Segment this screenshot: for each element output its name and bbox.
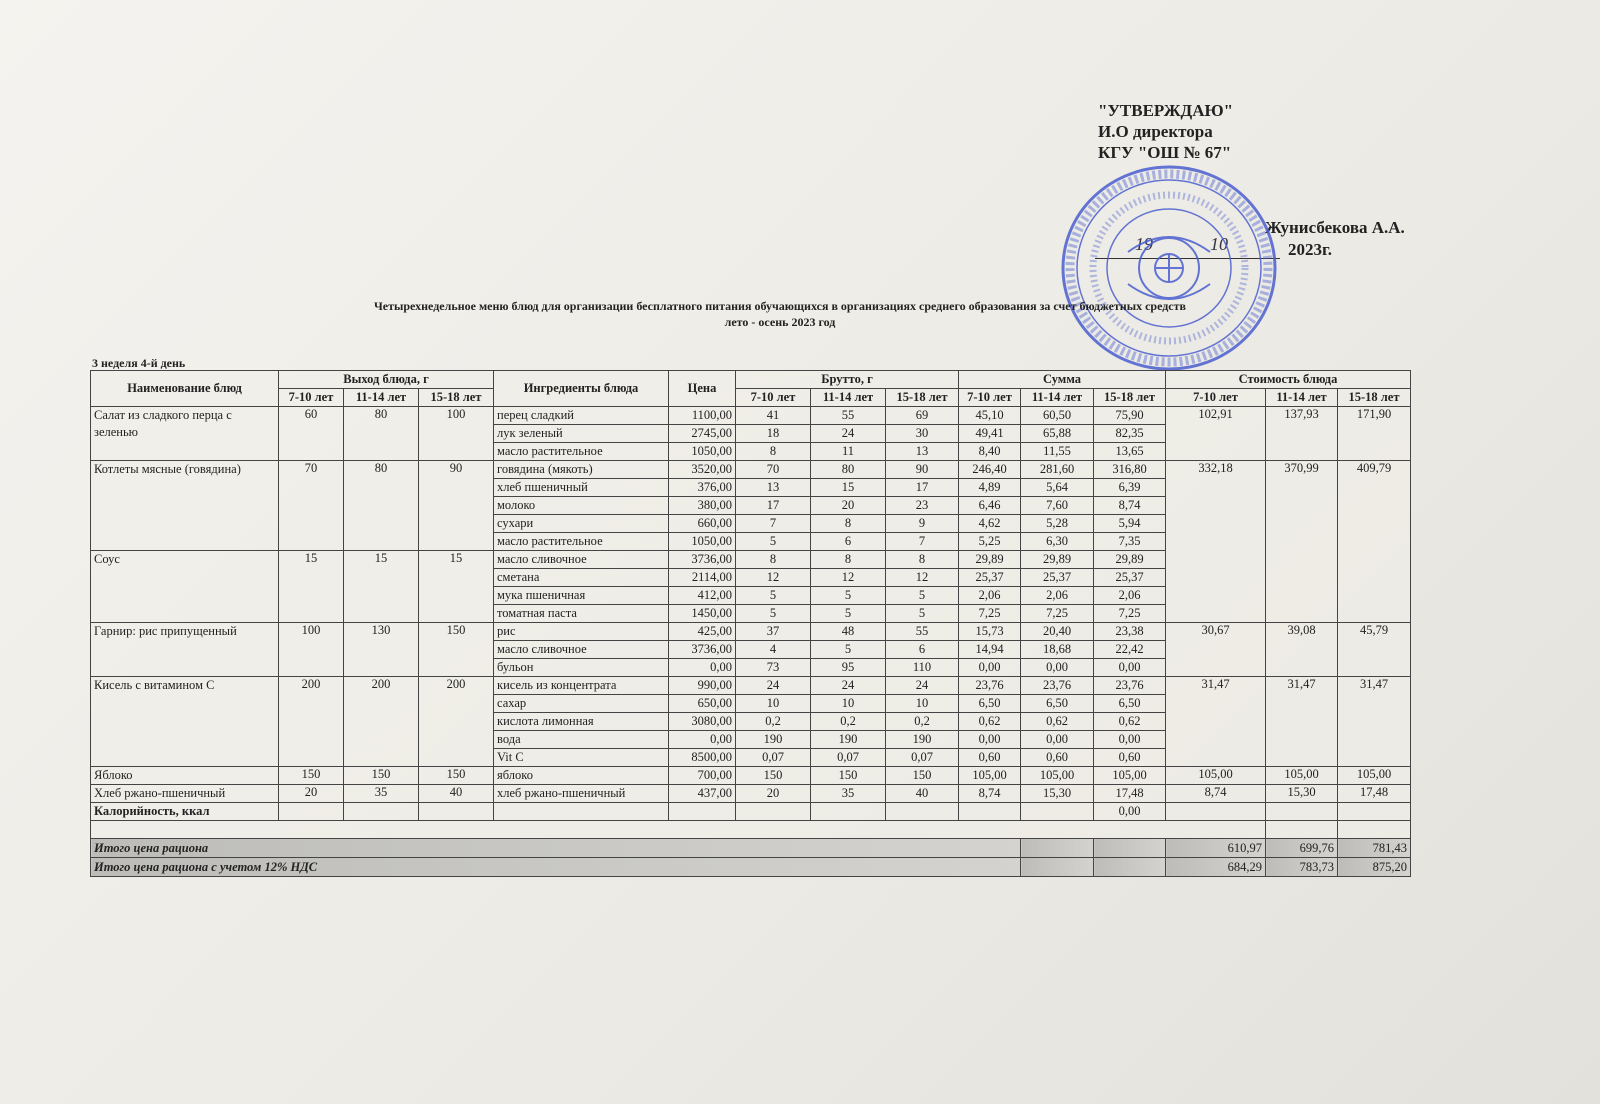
dish-cost: 171,90 xyxy=(1338,407,1411,461)
ingredient-name: говядина (мякоть) xyxy=(494,461,669,479)
ingredient-sum: 0,00 xyxy=(1021,659,1094,677)
ingredient-brutto: 70 xyxy=(736,461,811,479)
ingredient-price: 376,00 xyxy=(669,479,736,497)
dish-cost: 17,48 xyxy=(1338,785,1411,803)
ingredient-brutto: 4 xyxy=(736,641,811,659)
header-age-output: 7-10 лет xyxy=(279,389,344,407)
ingredient-sum: 105,00 xyxy=(959,767,1021,785)
approval-year: 2023г. xyxy=(1288,240,1333,259)
calories-sum: 0,00 xyxy=(1094,803,1166,821)
dish-name: Яблоко xyxy=(91,767,279,785)
dish-cost: 105,00 xyxy=(1338,767,1411,785)
approval-position: И.О директора xyxy=(1098,122,1213,141)
ingredient-name: рис xyxy=(494,623,669,641)
ingredient-sum: 75,90 xyxy=(1094,407,1166,425)
ingredient-price: 0,00 xyxy=(669,659,736,677)
ingredient-sum: 6,39 xyxy=(1094,479,1166,497)
dish-cost: 31,47 xyxy=(1338,677,1411,767)
ingredient-sum: 6,50 xyxy=(1094,695,1166,713)
empty-cell xyxy=(91,821,1266,839)
ingredient-sum: 7,25 xyxy=(1021,605,1094,623)
ingredient-sum: 7,35 xyxy=(1094,533,1166,551)
empty-cell xyxy=(1166,803,1266,821)
ingredient-price: 425,00 xyxy=(669,623,736,641)
ingredient-sum: 18,68 xyxy=(1021,641,1094,659)
empty-cell xyxy=(279,803,344,821)
ingredient-sum: 6,50 xyxy=(959,695,1021,713)
ingredient-brutto: 20 xyxy=(811,497,886,515)
ingredient-sum: 6,46 xyxy=(959,497,1021,515)
ingredient-price: 650,00 xyxy=(669,695,736,713)
ingredient-price: 1050,00 xyxy=(669,443,736,461)
ingredient-price: 3520,00 xyxy=(669,461,736,479)
empty-cell xyxy=(1266,821,1338,839)
ingredient-brutto: 69 xyxy=(886,407,959,425)
ingredient-sum: 29,89 xyxy=(1094,551,1166,569)
ingredient-brutto: 5 xyxy=(811,587,886,605)
ingredient-sum: 0,00 xyxy=(1094,731,1166,749)
table-row xyxy=(91,785,1411,803)
dish-output: 200 xyxy=(344,677,419,767)
table-row xyxy=(91,623,1411,641)
ingredient-sum: 0,00 xyxy=(959,659,1021,677)
ingredient-brutto: 10 xyxy=(736,695,811,713)
ingredient-sum: 246,40 xyxy=(959,461,1021,479)
ingredient-sum: 29,89 xyxy=(959,551,1021,569)
empty-cell xyxy=(494,803,669,821)
dish-cost: 31,47 xyxy=(1166,677,1266,767)
ingredient-brutto: 6 xyxy=(811,533,886,551)
empty-cell xyxy=(344,803,419,821)
ingredient-brutto: 11 xyxy=(811,443,886,461)
ingredient-name: вода xyxy=(494,731,669,749)
empty-cell xyxy=(1266,803,1338,821)
header-age-brutto: 7-10 лет xyxy=(736,389,811,407)
ingredient-name: кислота лимонная xyxy=(494,713,669,731)
header-age-cost: 11-14 лет xyxy=(1266,389,1338,407)
ingredient-brutto: 190 xyxy=(886,731,959,749)
ingredient-brutto: 0,07 xyxy=(736,749,811,767)
ingredient-sum: 4,89 xyxy=(959,479,1021,497)
ingredient-brutto: 0,2 xyxy=(811,713,886,731)
ingredient-brutto: 24 xyxy=(736,677,811,695)
ingredient-price: 8500,00 xyxy=(669,749,736,767)
ingredient-sum: 5,64 xyxy=(1021,479,1094,497)
empty-cell xyxy=(419,803,494,821)
ingredient-price: 990,00 xyxy=(669,677,736,695)
ingredient-brutto: 7 xyxy=(736,515,811,533)
ingredient-brutto: 90 xyxy=(886,461,959,479)
ingredient-name: масло сливочное xyxy=(494,551,669,569)
ingredient-price: 412,00 xyxy=(669,587,736,605)
table-row xyxy=(91,767,1411,785)
total-value: 783,73 xyxy=(1266,858,1338,877)
ingredient-sum: 22,42 xyxy=(1094,641,1166,659)
dish-cost: 105,00 xyxy=(1266,767,1338,785)
ingredient-price: 2745,00 xyxy=(669,425,736,443)
ingredient-sum: 0,62 xyxy=(959,713,1021,731)
ingredient-price: 1050,00 xyxy=(669,533,736,551)
ingredient-brutto: 150 xyxy=(736,767,811,785)
ingredient-brutto: 0,2 xyxy=(736,713,811,731)
table-header xyxy=(91,371,1411,407)
dish-output: 15 xyxy=(344,551,419,623)
ingredient-brutto: 150 xyxy=(811,767,886,785)
ingredient-brutto: 80 xyxy=(811,461,886,479)
ingredient-sum: 8,40 xyxy=(959,443,1021,461)
ingredient-name: масло сливочное xyxy=(494,641,669,659)
total-value: 610,97 xyxy=(1166,839,1266,858)
header-dish-name: Наименование блюд xyxy=(91,371,279,407)
header-age-output: 15-18 лет xyxy=(419,389,494,407)
ingredient-sum: 2,06 xyxy=(959,587,1021,605)
ingredient-price: 0,00 xyxy=(669,731,736,749)
ingredient-name: Vit C xyxy=(494,749,669,767)
empty-cell xyxy=(736,803,811,821)
document-title xyxy=(280,298,1280,330)
ingredient-brutto: 55 xyxy=(886,623,959,641)
ingredient-name: яблоко xyxy=(494,767,669,785)
header-age-sum: 11-14 лет xyxy=(1021,389,1094,407)
ingredient-sum: 0,00 xyxy=(959,731,1021,749)
header-sum: Сумма xyxy=(959,371,1166,389)
ingredient-sum: 45,10 xyxy=(959,407,1021,425)
ingredient-brutto: 37 xyxy=(736,623,811,641)
ingredient-brutto: 7 xyxy=(886,533,959,551)
ingredient-brutto: 12 xyxy=(886,569,959,587)
ingredient-price: 3736,00 xyxy=(669,641,736,659)
ingredient-name: масло растительное xyxy=(494,443,669,461)
header-age-brutto: 11-14 лет xyxy=(811,389,886,407)
dish-cost: 409,79 xyxy=(1338,461,1411,623)
total-label: Итого цена рациона xyxy=(91,839,1021,858)
dish-cost: 332,18 xyxy=(1166,461,1266,623)
ingredient-sum: 0,60 xyxy=(1021,749,1094,767)
ingredient-price: 1450,00 xyxy=(669,605,736,623)
dish-cost: 30,67 xyxy=(1166,623,1266,677)
ingredient-brutto: 8 xyxy=(811,515,886,533)
ingredient-sum: 0,60 xyxy=(959,749,1021,767)
ingredient-sum: 0,62 xyxy=(1021,713,1094,731)
dish-output: 150 xyxy=(419,767,494,785)
dish-name: Хлеб ржано-пшеничный xyxy=(91,785,279,803)
dish-cost: 8,74 xyxy=(1166,785,1266,803)
ingredient-sum: 316,80 xyxy=(1094,461,1166,479)
ingredient-sum: 7,25 xyxy=(959,605,1021,623)
ingredient-sum: 8,74 xyxy=(959,785,1021,803)
ingredient-sum: 281,60 xyxy=(1021,461,1094,479)
title-line-2: лето - осень 2023 год xyxy=(724,315,836,329)
ingredient-name: лук зеленый xyxy=(494,425,669,443)
ingredient-brutto: 55 xyxy=(811,407,886,425)
ingredient-sum: 5,94 xyxy=(1094,515,1166,533)
ingredient-name: масло растительное xyxy=(494,533,669,551)
header-age-brutto: 15-18 лет xyxy=(886,389,959,407)
ingredient-brutto: 5 xyxy=(886,587,959,605)
ingredient-sum: 49,41 xyxy=(959,425,1021,443)
dish-name: Салат из сладкого перца с зеленью xyxy=(91,407,279,461)
ingredient-price: 437,00 xyxy=(669,785,736,803)
ingredient-brutto: 24 xyxy=(886,677,959,695)
dish-output: 130 xyxy=(344,623,419,677)
total-value: 875,20 xyxy=(1338,858,1411,877)
ingredient-brutto: 0,07 xyxy=(811,749,886,767)
dish-cost: 31,47 xyxy=(1266,677,1338,767)
ingredient-sum: 25,37 xyxy=(959,569,1021,587)
empty-cell xyxy=(959,803,1021,821)
header-age-cost: 7-10 лет xyxy=(1166,389,1266,407)
ingredient-sum: 29,89 xyxy=(1021,551,1094,569)
ingredient-name: кисель из концентрата xyxy=(494,677,669,695)
ingredient-sum: 14,94 xyxy=(959,641,1021,659)
table-body xyxy=(91,407,1411,877)
dish-name: Кисель с витамином С xyxy=(91,677,279,767)
title-line-1: Четырехнедельное меню блюд для организации бесплатного питания обучающихся в организациях среднего образования за счет бюджетных средств xyxy=(373,299,1187,313)
official-stamp xyxy=(1058,162,1280,374)
empty-cell xyxy=(886,803,959,821)
ingredient-brutto: 17 xyxy=(886,479,959,497)
ingredient-brutto: 8 xyxy=(736,551,811,569)
ingredient-price: 660,00 xyxy=(669,515,736,533)
ingredient-sum: 5,25 xyxy=(959,533,1021,551)
ingredient-sum: 6,50 xyxy=(1021,695,1094,713)
ingredient-sum: 2,06 xyxy=(1094,587,1166,605)
ingredient-sum: 0,62 xyxy=(1094,713,1166,731)
dish-output: 40 xyxy=(419,785,494,803)
week-day-label: 3 неделя 4-й день xyxy=(92,356,186,370)
header-age-output: 11-14 лет xyxy=(344,389,419,407)
ingredient-sum: 7,60 xyxy=(1021,497,1094,515)
table-row xyxy=(91,677,1411,695)
ingredient-brutto: 17 xyxy=(736,497,811,515)
ingredient-sum: 82,35 xyxy=(1094,425,1166,443)
ingredient-sum: 2,06 xyxy=(1021,587,1094,605)
header-price: Цена xyxy=(669,371,736,407)
ingredient-brutto: 150 xyxy=(886,767,959,785)
ingredient-brutto: 24 xyxy=(811,425,886,443)
dish-output: 200 xyxy=(279,677,344,767)
ingredient-sum: 25,37 xyxy=(1021,569,1094,587)
empty-cell xyxy=(811,803,886,821)
calories-label: Калорийность, ккал xyxy=(91,803,279,821)
ingredient-brutto: 5 xyxy=(886,605,959,623)
ingredient-brutto: 18 xyxy=(736,425,811,443)
calories-row xyxy=(91,803,1411,821)
ingredient-brutto: 13 xyxy=(886,443,959,461)
ingredient-price: 3080,00 xyxy=(669,713,736,731)
ingredient-brutto: 5 xyxy=(811,605,886,623)
ingredient-brutto: 6 xyxy=(886,641,959,659)
ingredient-brutto: 8 xyxy=(886,551,959,569)
ingredient-brutto: 8 xyxy=(736,443,811,461)
ingredient-name: сметана xyxy=(494,569,669,587)
spacer-row xyxy=(91,821,1411,839)
ingredient-brutto: 0,2 xyxy=(886,713,959,731)
ingredient-sum: 8,74 xyxy=(1094,497,1166,515)
ingredient-sum: 13,65 xyxy=(1094,443,1166,461)
ingredient-brutto: 41 xyxy=(736,407,811,425)
menu-table xyxy=(90,370,1411,877)
ingredient-brutto: 12 xyxy=(736,569,811,587)
ingredient-brutto: 30 xyxy=(886,425,959,443)
ingredient-sum: 23,76 xyxy=(1021,677,1094,695)
ingredient-name: перец сладкий xyxy=(494,407,669,425)
table-row xyxy=(91,461,1411,479)
ingredient-name: молоко xyxy=(494,497,669,515)
empty-cell xyxy=(1021,839,1094,858)
dish-output: 90 xyxy=(419,461,494,551)
approval-date-day: 19 xyxy=(1135,234,1153,254)
ingredient-sum: 105,00 xyxy=(1021,767,1094,785)
dish-output: 150 xyxy=(344,767,419,785)
ingredient-brutto: 73 xyxy=(736,659,811,677)
ingredient-brutto: 48 xyxy=(811,623,886,641)
ingredient-sum: 0,00 xyxy=(1021,731,1094,749)
ingredient-name: сухари xyxy=(494,515,669,533)
ingredient-name: сахар xyxy=(494,695,669,713)
ingredient-brutto: 35 xyxy=(811,785,886,803)
ingredient-brutto: 12 xyxy=(811,569,886,587)
approval-organization: КГУ "ОШ № 67" xyxy=(1098,143,1232,162)
ingredient-sum: 6,30 xyxy=(1021,533,1094,551)
total-row xyxy=(91,858,1411,877)
dish-output: 15 xyxy=(419,551,494,623)
dish-name: Соус xyxy=(91,551,279,623)
dish-cost: 370,99 xyxy=(1266,461,1338,623)
ingredient-sum: 11,55 xyxy=(1021,443,1094,461)
dish-name: Гарнир: рис припущенный xyxy=(91,623,279,677)
dish-cost: 45,79 xyxy=(1338,623,1411,677)
ingredient-sum: 65,88 xyxy=(1021,425,1094,443)
ingredient-sum: 17,48 xyxy=(1094,785,1166,803)
total-label: Итого цена рациона с учетом 12% НДС xyxy=(91,858,1021,877)
ingredient-brutto: 10 xyxy=(811,695,886,713)
empty-cell xyxy=(1094,858,1166,877)
ingredient-price: 700,00 xyxy=(669,767,736,785)
ingredient-sum: 7,25 xyxy=(1094,605,1166,623)
dish-output: 20 xyxy=(279,785,344,803)
ingredient-sum: 60,50 xyxy=(1021,407,1094,425)
ingredient-sum: 23,76 xyxy=(1094,677,1166,695)
empty-cell xyxy=(1021,858,1094,877)
ingredient-brutto: 23 xyxy=(886,497,959,515)
ingredient-sum: 105,00 xyxy=(1094,767,1166,785)
ingredient-brutto: 5 xyxy=(736,533,811,551)
ingredient-sum: 4,62 xyxy=(959,515,1021,533)
ingredient-sum: 15,73 xyxy=(959,623,1021,641)
dish-output: 70 xyxy=(279,461,344,551)
total-value: 781,43 xyxy=(1338,839,1411,858)
header-brutto: Брутто, г xyxy=(736,371,959,389)
empty-cell xyxy=(1021,803,1094,821)
dish-cost: 137,93 xyxy=(1266,407,1338,461)
ingredient-price: 1100,00 xyxy=(669,407,736,425)
dish-cost: 102,91 xyxy=(1166,407,1266,461)
header-ingredients: Ингредиенты блюда xyxy=(494,371,669,407)
empty-cell xyxy=(1338,821,1411,839)
dish-cost: 39,08 xyxy=(1266,623,1338,677)
approval-date-month: 10 xyxy=(1210,234,1228,254)
ingredient-sum: 15,30 xyxy=(1021,785,1094,803)
ingredient-sum: 25,37 xyxy=(1094,569,1166,587)
ingredient-brutto: 5 xyxy=(736,605,811,623)
ingredient-name: хлеб ржано-пшеничный xyxy=(494,785,669,803)
ingredient-brutto: 40 xyxy=(886,785,959,803)
approval-signatory: Жунисбекова А.А. xyxy=(1265,218,1405,237)
empty-cell xyxy=(1094,839,1166,858)
dish-output: 80 xyxy=(344,407,419,461)
header-output: Выход блюда, г xyxy=(279,371,494,389)
ingredient-sum: 23,38 xyxy=(1094,623,1166,641)
ingredient-name: хлеб пшеничный xyxy=(494,479,669,497)
table-row xyxy=(91,407,1411,425)
dish-output: 35 xyxy=(344,785,419,803)
ingredient-sum: 0,00 xyxy=(1094,659,1166,677)
ingredient-brutto: 0,07 xyxy=(886,749,959,767)
dish-cost: 15,30 xyxy=(1266,785,1338,803)
dish-output: 150 xyxy=(419,623,494,677)
dish-output: 100 xyxy=(419,407,494,461)
ingredient-brutto: 190 xyxy=(811,731,886,749)
ingredient-brutto: 5 xyxy=(811,641,886,659)
ingredient-price: 2114,00 xyxy=(669,569,736,587)
dish-output: 100 xyxy=(279,623,344,677)
ingredient-brutto: 8 xyxy=(811,551,886,569)
header-age-sum: 15-18 лет xyxy=(1094,389,1166,407)
dish-output: 200 xyxy=(419,677,494,767)
ingredient-brutto: 24 xyxy=(811,677,886,695)
ingredient-brutto: 20 xyxy=(736,785,811,803)
header-cost: Стоимость блюда xyxy=(1166,371,1411,389)
total-value: 699,76 xyxy=(1266,839,1338,858)
empty-cell xyxy=(1338,803,1411,821)
approval-heading: "УТВЕРЖДАЮ" xyxy=(1098,101,1234,120)
ingredient-brutto: 190 xyxy=(736,731,811,749)
ingredient-sum: 23,76 xyxy=(959,677,1021,695)
header-age-sum: 7-10 лет xyxy=(959,389,1021,407)
dish-name: Котлеты мясные (говядина) xyxy=(91,461,279,551)
dish-output: 15 xyxy=(279,551,344,623)
total-row xyxy=(91,839,1411,858)
ingredient-brutto: 10 xyxy=(886,695,959,713)
dish-output: 60 xyxy=(279,407,344,461)
ingredient-brutto: 5 xyxy=(736,587,811,605)
dish-output: 80 xyxy=(344,461,419,551)
empty-cell xyxy=(669,803,736,821)
ingredient-price: 380,00 xyxy=(669,497,736,515)
ingredient-brutto: 15 xyxy=(811,479,886,497)
header-age-cost: 15-18 лет xyxy=(1338,389,1411,407)
ingredient-brutto: 9 xyxy=(886,515,959,533)
ingredient-brutto: 13 xyxy=(736,479,811,497)
dish-output: 150 xyxy=(279,767,344,785)
approval-block xyxy=(1098,100,1233,163)
ingredient-name: мука пшеничная xyxy=(494,587,669,605)
ingredient-brutto: 95 xyxy=(811,659,886,677)
ingredient-name: томатная паста xyxy=(494,605,669,623)
ingredient-sum: 0,60 xyxy=(1094,749,1166,767)
total-value: 684,29 xyxy=(1166,858,1266,877)
ingredient-name: бульон xyxy=(494,659,669,677)
ingredient-sum: 20,40 xyxy=(1021,623,1094,641)
dish-cost: 105,00 xyxy=(1166,767,1266,785)
ingredient-brutto: 110 xyxy=(886,659,959,677)
ingredient-sum: 5,28 xyxy=(1021,515,1094,533)
ingredient-price: 3736,00 xyxy=(669,551,736,569)
